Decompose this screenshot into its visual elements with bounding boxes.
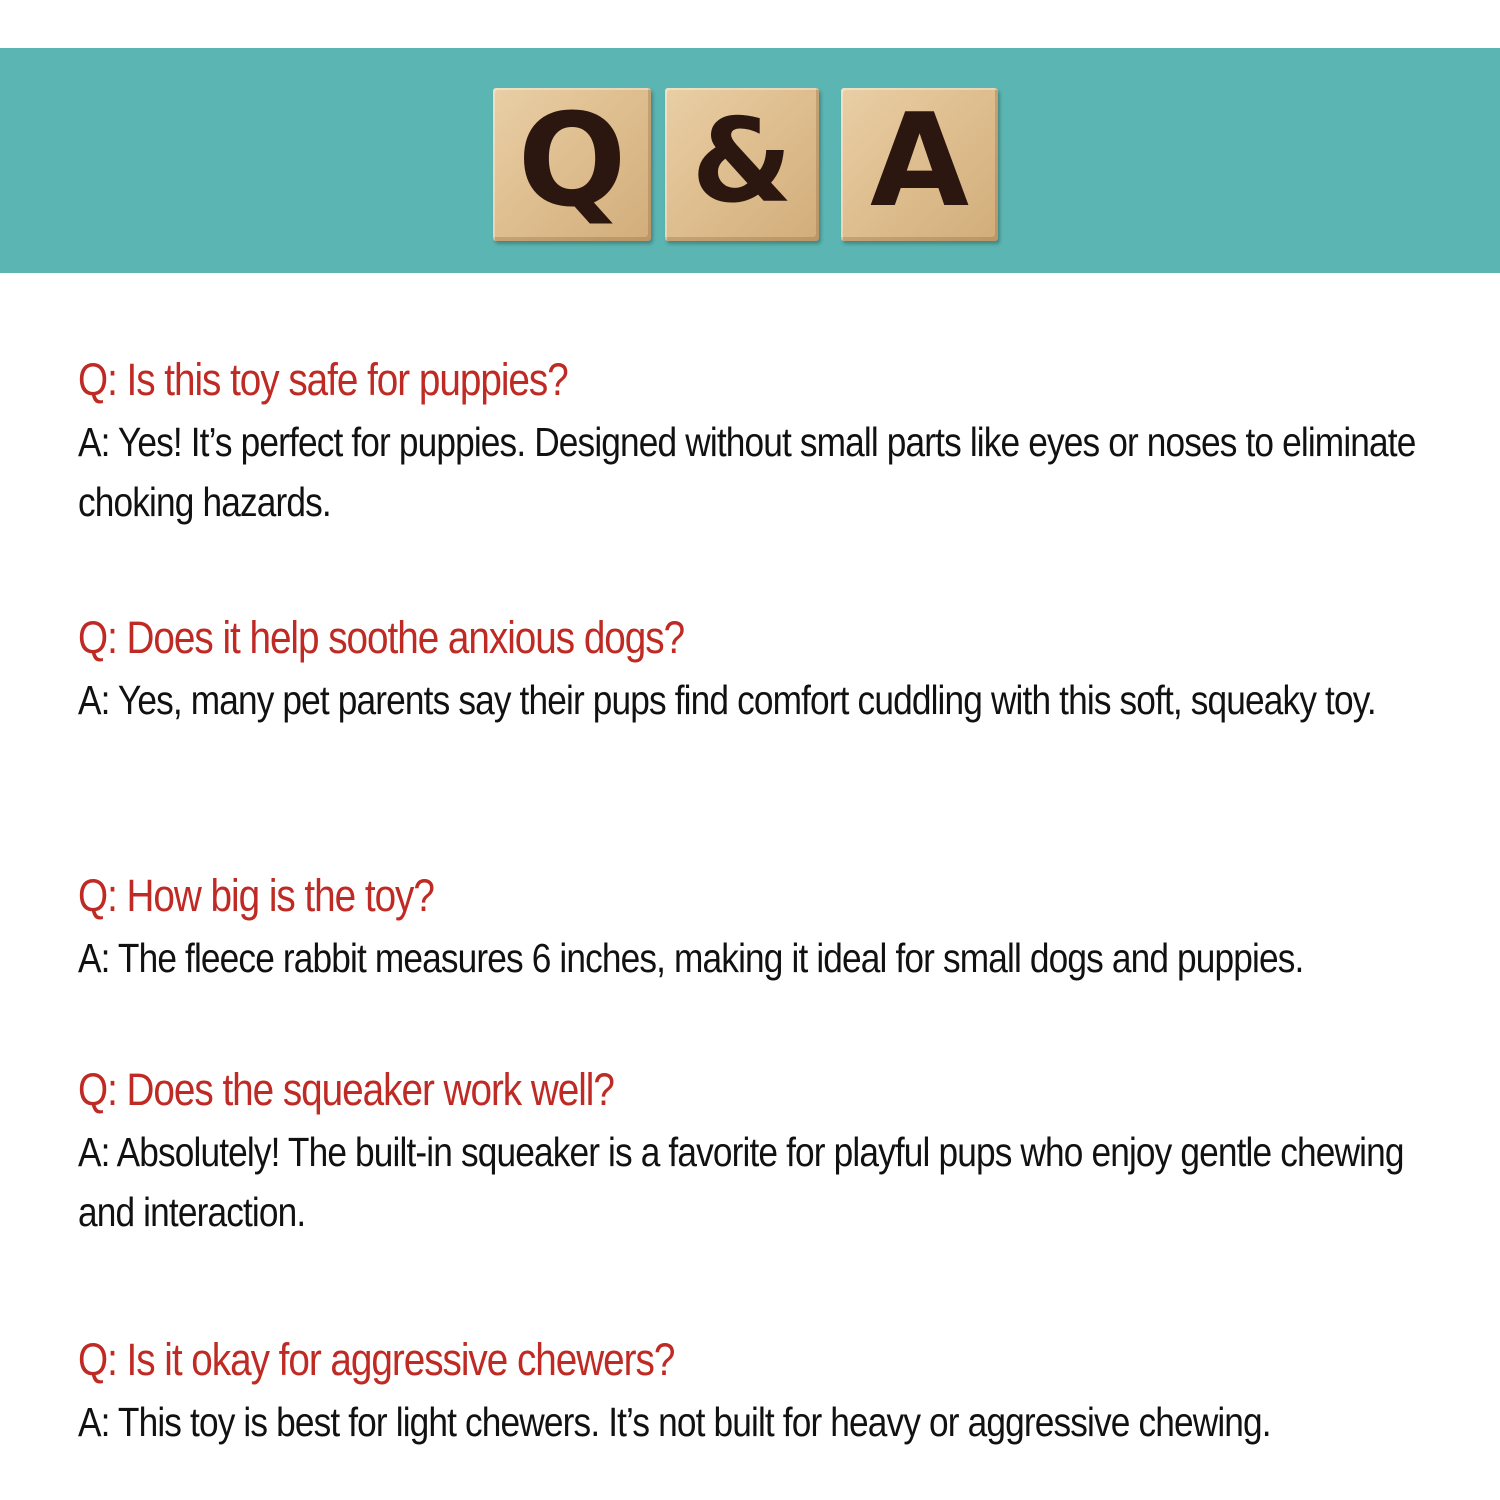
- tile-letter: &: [691, 93, 793, 229]
- faq-item: [78, 1060, 1478, 1242]
- faq-question: Q: Does it help soothe anxious dogs?: [78, 612, 685, 663]
- faq-item: [78, 1330, 1478, 1452]
- qa-title-tiles: [493, 88, 1003, 243]
- letter-tile-q: [493, 88, 651, 241]
- faq-question: Q: How big is the toy?: [78, 870, 434, 921]
- faq-question: Q: Does the squeaker work well?: [78, 1064, 614, 1115]
- letter-tile-ampersand: [665, 88, 819, 241]
- letter-tile-a: [841, 88, 998, 241]
- faq-answer: A: Yes, many pet parents say their pups find comfort cuddling with this soft, squeaky toy.: [78, 677, 1376, 723]
- faq-answer: A: Absolutely! The built-in squeaker is a favorite for playful pups who enjoy gentle chewing and interaction.: [78, 1129, 1404, 1235]
- tile-letter: Q: [517, 86, 627, 236]
- faq-answer: A: Yes! It’s perfect for puppies. Designed without small parts like eyes or noses to eliminate choking hazards.: [78, 419, 1416, 525]
- faq-question: Q: Is this toy safe for puppies?: [78, 354, 568, 405]
- faq-answer: A: The fleece rabbit measures 6 inches, making it ideal for small dogs and puppies.: [78, 935, 1304, 981]
- faq-answer: A: This toy is best for light chewers. It’s not built for heavy or aggressive chewing.: [78, 1399, 1271, 1445]
- faq-question: Q: Is it okay for aggressive chewers?: [78, 1334, 675, 1385]
- faq-item: [78, 866, 1478, 988]
- tile-letter: A: [869, 86, 970, 236]
- faq-item: [78, 608, 1478, 730]
- faq-item: [78, 350, 1478, 532]
